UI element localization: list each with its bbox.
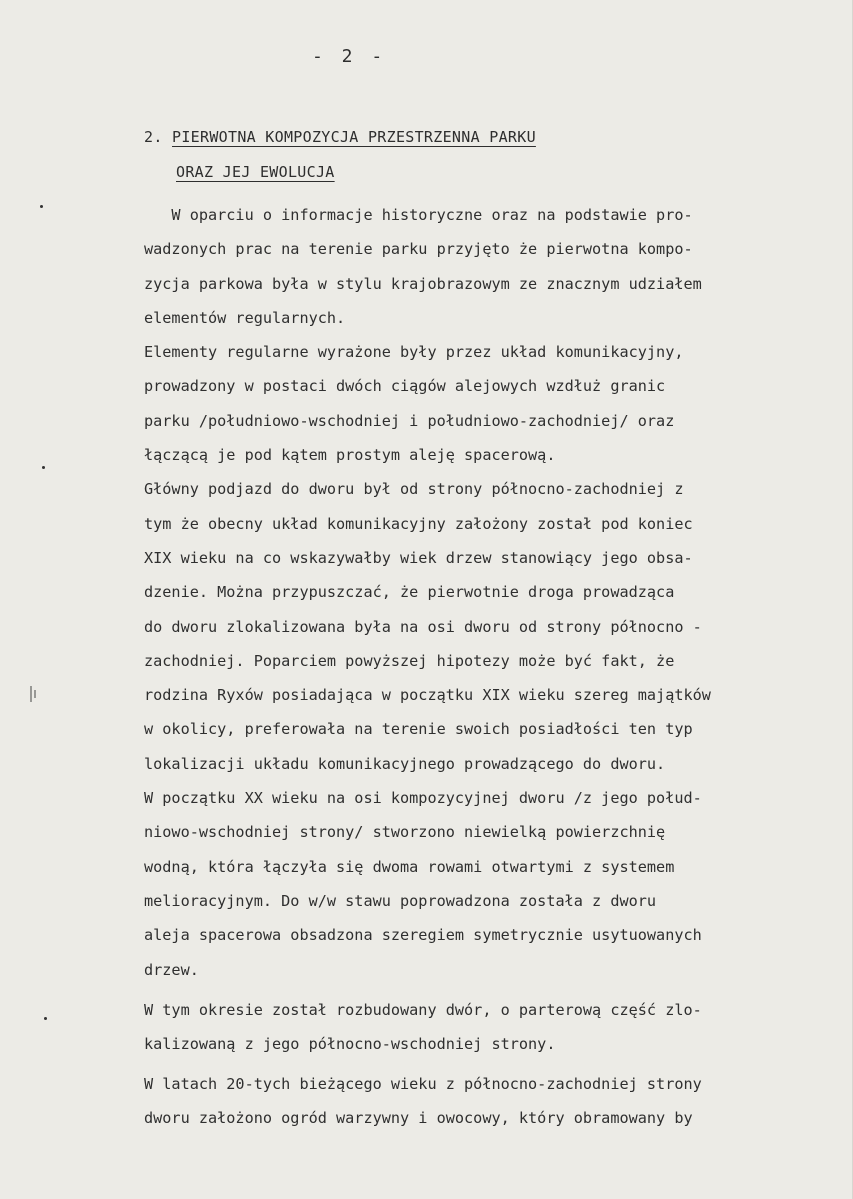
text-line: W tym okresie został rozbudowany dwór, o parterową część zlo- [144, 1000, 702, 1019]
text-line: W latach 20-tych bieżącego wieku z północno-zachodniej strony [144, 1074, 702, 1093]
section-title-part-2: ORAZ JEJ EWOLUCJA [176, 163, 335, 181]
text-line: tym że obecny układ komunikacyjny założony został pod koniec [144, 514, 693, 533]
margin-mark-icon [28, 684, 38, 704]
text-line: W początku XX wieku na osi kompozycyjnej dworu /z jego połud- [144, 789, 702, 808]
text-line: wodną, która łączyła się dwoma rowami otwartymi z systemem [144, 857, 675, 876]
text-line: prowadzony w postaci dwóch ciągów alejowych wzdłuż granic [144, 377, 666, 396]
punch-mark [44, 1017, 47, 1020]
text-line: W oparciu o informacje historyczne oraz na podstawie pro- [144, 206, 693, 224]
page-number: - 2 - [312, 46, 387, 67]
text-line: kalizowaną z jego północno-wschodniej strony. [144, 1034, 556, 1053]
text-line: XIX wieku na co wskazywałby wiek drzew stanowiący jego obsa- [144, 548, 693, 567]
text-line: łączącą je pod kątem prostym aleję spacerową. [144, 446, 556, 465]
text-line: drzew. [144, 960, 199, 979]
text-line: parku /południowo-wschodniej i południowo-zachodniej/ oraz [144, 411, 675, 430]
section-number: 2. [144, 128, 172, 146]
punch-mark [40, 205, 43, 208]
punch-mark [42, 466, 45, 469]
text-line: wadzonych prac na terenie parku przyjęto że pierwotna kompo- [144, 240, 693, 259]
text-line: elementów regularnych. [144, 308, 346, 327]
text-line: do dworu zlokalizowana była na osi dworu od strony północno - [144, 617, 702, 636]
section-title-part-1: PIERWOTNA KOMPOZYCJA PRZESTRZENNA PARKU [172, 128, 536, 146]
text-line: Elementy regularne wyrażone były przez układ komunikacyjny, [144, 343, 684, 362]
text-line: Główny podjazd do dworu był od strony północno-zachodniej z [144, 480, 684, 499]
text-line: aleja spacerowa obsadzona szeregiem symetrycznie usytuowanych [144, 926, 702, 945]
body-text [144, 205, 794, 1142]
text-line: dworu założono ogród warzywny i owocowy, który obramowany by [144, 1109, 693, 1128]
text-line: lokalizacji układu komunikacyjnego prowadzącego do dworu. [144, 754, 666, 773]
section-heading-line-2 [176, 163, 335, 181]
text-line: w okolicy, preferowała na terenie swoich posiadłości ten typ [144, 720, 693, 739]
text-line: rodzina Ryxów posiadająca w początku XIX wieku szereg majątków [144, 686, 711, 705]
text-line: zycja parkowa była w stylu krajobrazowym ze znacznym udziałem [144, 274, 702, 293]
text-line: melioracyjnym. Do w/w stawu poprowadzona została z dworu [144, 891, 657, 910]
section-heading-line-1 [144, 128, 536, 146]
text-line: zachodniej. Poparciem powyższej hipotezy może być fakt, że [144, 651, 675, 670]
text-line: dzenie. Można przypuszczać, że pierwotnie droga prowadząca [144, 583, 675, 602]
text-line: niowo-wschodniej strony/ stworzono niewielką powierzchnię [144, 823, 666, 842]
